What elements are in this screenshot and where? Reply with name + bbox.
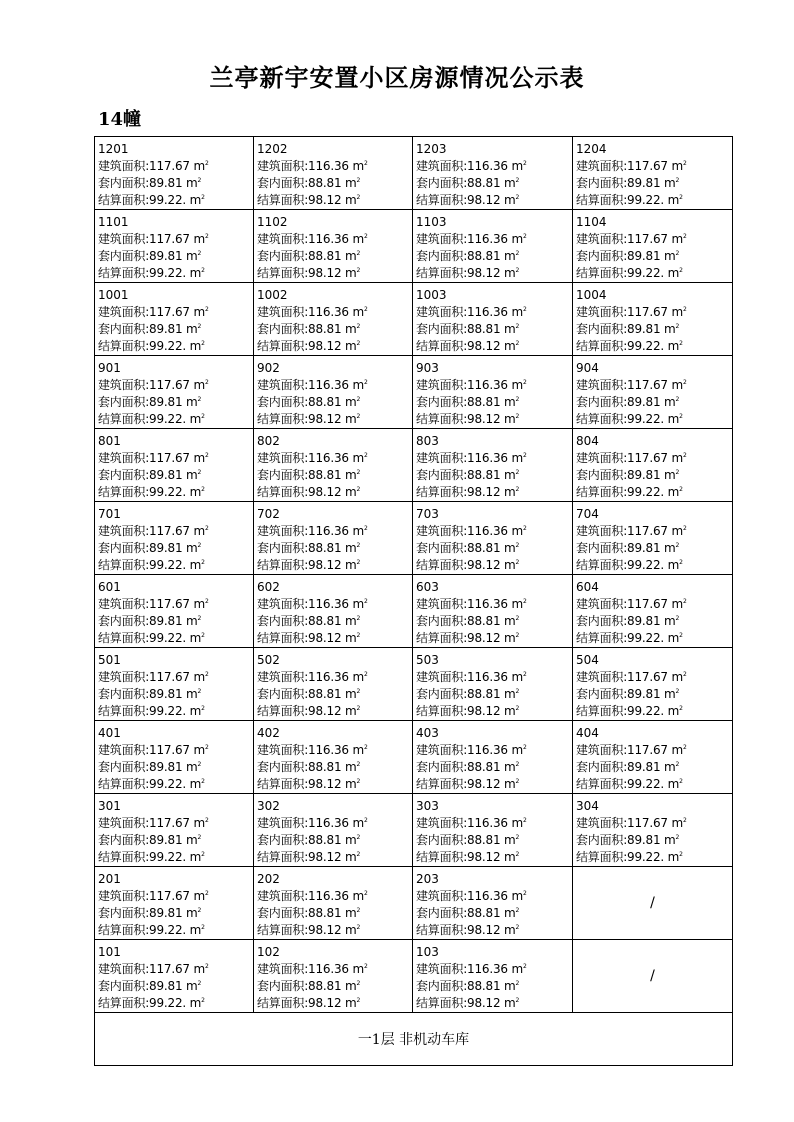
- built-area: 建筑面积:116.36 $m^2$: [257, 962, 368, 976]
- inner-area: 套内面积:89.81 $m^2$: [98, 906, 202, 920]
- unit-cell: [413, 794, 573, 867]
- unit-cell: [254, 940, 413, 1013]
- floor-row: [95, 867, 733, 940]
- built-area: 建筑面积:117.67 $m^2$: [98, 597, 209, 611]
- inner-area: 套内面积:88.81 $m^2$: [257, 760, 361, 774]
- built-area: 建筑面积:116.36 $m^2$: [416, 597, 527, 611]
- inner-area: 套内面积:88.81 $m^2$: [257, 395, 361, 409]
- unit-cell: [573, 137, 733, 210]
- inner-area: 套内面积:88.81 $m^2$: [257, 249, 361, 263]
- unit-number: 1201: [98, 142, 129, 156]
- settled-area: 结算面积:98.12 $m^2$: [257, 996, 361, 1010]
- settled-area: 结算面积:99.22. $m^2$: [98, 266, 205, 280]
- unit-table: [94, 136, 733, 1066]
- unit-number: 604: [576, 580, 599, 594]
- inner-area: 套内面积:88.81 $m^2$: [257, 906, 361, 920]
- inner-area: 套内面积:88.81 $m^2$: [416, 760, 520, 774]
- built-area: 建筑面积:116.36 $m^2$: [416, 159, 527, 173]
- settled-area: 结算面积:98.12 $m^2$: [257, 631, 361, 645]
- unit-cell: [254, 210, 413, 283]
- settled-area: 结算面积:98.12 $m^2$: [416, 850, 520, 864]
- unit-number: 703: [416, 507, 439, 521]
- built-area: 建筑面积:117.67 $m^2$: [576, 305, 687, 319]
- built-area: 建筑面积:117.67 $m^2$: [98, 962, 209, 976]
- unit-cell: [95, 210, 254, 283]
- inner-area: 套内面积:88.81 $m^2$: [416, 541, 520, 555]
- built-area: 建筑面积:117.67 $m^2$: [576, 524, 687, 538]
- unit-number: 601: [98, 580, 121, 594]
- unit-cell: [413, 356, 573, 429]
- inner-area: 套内面积:89.81 $m^2$: [576, 541, 680, 555]
- unit-cell: [573, 575, 733, 648]
- unit-number: 1102: [257, 215, 288, 229]
- unit-cell: [573, 721, 733, 794]
- inner-area: 套内面积:88.81 $m^2$: [257, 687, 361, 701]
- built-area: 建筑面积:116.36 $m^2$: [416, 305, 527, 319]
- settled-area: 结算面积:98.12 $m^2$: [416, 485, 520, 499]
- inner-area: 套内面积:88.81 $m^2$: [416, 468, 520, 482]
- built-area: 建筑面积:116.36 $m^2$: [416, 524, 527, 538]
- unit-cell: [95, 867, 254, 940]
- settled-area: 结算面积:99.22. $m^2$: [98, 850, 205, 864]
- unit-cell: [254, 575, 413, 648]
- inner-area: 套内面积:88.81 $m^2$: [257, 541, 361, 555]
- unit-number: 103: [416, 945, 439, 959]
- unit-cell: [573, 283, 733, 356]
- unit-number: 502: [257, 653, 280, 667]
- unit-number: 603: [416, 580, 439, 594]
- unit-cell: [95, 721, 254, 794]
- settled-area: 结算面积:99.22. $m^2$: [98, 558, 205, 572]
- unit-number: 804: [576, 434, 599, 448]
- inner-area: 套内面积:88.81 $m^2$: [257, 322, 361, 336]
- empty-unit-cell: /: [573, 867, 733, 940]
- inner-area: 套内面积:89.81 $m^2$: [576, 614, 680, 628]
- inner-area: 套内面积:88.81 $m^2$: [416, 979, 520, 993]
- unit-number: 101: [98, 945, 121, 959]
- built-area: 建筑面积:117.67 $m^2$: [576, 597, 687, 611]
- inner-area: 套内面积:89.81 $m^2$: [576, 249, 680, 263]
- settled-area: 结算面积:98.12 $m^2$: [416, 777, 520, 791]
- built-area: 建筑面积:116.36 $m^2$: [257, 597, 368, 611]
- settled-area: 结算面积:99.22. $m^2$: [576, 777, 683, 791]
- inner-area: 套内面积:89.81 $m^2$: [98, 614, 202, 628]
- unit-cell: [413, 648, 573, 721]
- unit-cell: [95, 356, 254, 429]
- settled-area: 结算面积:98.12 $m^2$: [416, 266, 520, 280]
- settled-area: 结算面积:99.22. $m^2$: [98, 923, 205, 937]
- settled-area: 结算面积:98.12 $m^2$: [257, 777, 361, 791]
- inner-area: 套内面积:89.81 $m^2$: [576, 395, 680, 409]
- settled-area: 结算面积:99.22. $m^2$: [98, 339, 205, 353]
- inner-area: 套内面积:89.81 $m^2$: [576, 176, 680, 190]
- settled-area: 结算面积:98.12 $m^2$: [257, 485, 361, 499]
- floor-row: [95, 721, 733, 794]
- built-area: 建筑面积:116.36 $m^2$: [257, 232, 368, 246]
- built-area: 建筑面积:116.36 $m^2$: [257, 451, 368, 465]
- unit-cell: [254, 502, 413, 575]
- unit-number: 904: [576, 361, 599, 375]
- unit-number: 302: [257, 799, 280, 813]
- unit-number: 903: [416, 361, 439, 375]
- unit-cell: [413, 575, 573, 648]
- built-area: 建筑面积:117.67 $m^2$: [576, 232, 687, 246]
- inner-area: 套内面积:89.81 $m^2$: [98, 249, 202, 263]
- unit-cell: [413, 210, 573, 283]
- built-area: 建筑面积:117.67 $m^2$: [98, 451, 209, 465]
- settled-area: 结算面积:98.12 $m^2$: [257, 704, 361, 718]
- settled-area: 结算面积:98.12 $m^2$: [416, 923, 520, 937]
- settled-area: 结算面积:98.12 $m^2$: [257, 339, 361, 353]
- basement-label: 一1层 非机动车库: [95, 1013, 733, 1066]
- unit-number: 1001: [98, 288, 129, 302]
- unit-cell: [95, 137, 254, 210]
- settled-area: 结算面积:99.22. $m^2$: [576, 704, 683, 718]
- settled-area: 结算面积:99.22. $m^2$: [576, 485, 683, 499]
- unit-number: 802: [257, 434, 280, 448]
- inner-area: 套内面积:89.81 $m^2$: [576, 322, 680, 336]
- settled-area: 结算面积:98.12 $m^2$: [416, 558, 520, 572]
- built-area: 建筑面积:116.36 $m^2$: [257, 743, 368, 757]
- inner-area: 套内面积:88.81 $m^2$: [416, 249, 520, 263]
- settled-area: 结算面积:98.12 $m^2$: [257, 923, 361, 937]
- unit-number: 403: [416, 726, 439, 740]
- unit-cell: [254, 137, 413, 210]
- unit-cell: [95, 648, 254, 721]
- settled-area: 结算面积:98.12 $m^2$: [416, 412, 520, 426]
- unit-cell: [254, 794, 413, 867]
- floor-row: [95, 648, 733, 721]
- unit-number: 504: [576, 653, 599, 667]
- inner-area: 套内面积:88.81 $m^2$: [416, 322, 520, 336]
- built-area: 建筑面积:117.67 $m^2$: [98, 232, 209, 246]
- unit-cell: [95, 429, 254, 502]
- unit-cell: [413, 283, 573, 356]
- unit-cell: [573, 356, 733, 429]
- settled-area: 结算面积:99.22. $m^2$: [576, 631, 683, 645]
- unit-table-body: [95, 137, 733, 1066]
- unit-number: 602: [257, 580, 280, 594]
- document-title: 兰亭新宇安置小区房源情况公示表: [209, 63, 585, 92]
- unit-cell: [413, 429, 573, 502]
- settled-area: 结算面积:99.22. $m^2$: [98, 777, 205, 791]
- settled-area: 结算面积:99.22. $m^2$: [98, 412, 205, 426]
- floor-row: [95, 283, 733, 356]
- settled-area: 结算面积:98.12 $m^2$: [416, 193, 520, 207]
- built-area: 建筑面积:117.67 $m^2$: [576, 816, 687, 830]
- unit-cell: [573, 429, 733, 502]
- unit-number: 902: [257, 361, 280, 375]
- built-area: 建筑面积:116.36 $m^2$: [257, 889, 368, 903]
- floor-row: [95, 210, 733, 283]
- unit-cell: [573, 210, 733, 283]
- built-area: 建筑面积:116.36 $m^2$: [257, 816, 368, 830]
- settled-area: 结算面积:98.12 $m^2$: [257, 558, 361, 572]
- inner-area: 套内面积:88.81 $m^2$: [416, 395, 520, 409]
- settled-area: 结算面积:98.12 $m^2$: [416, 704, 520, 718]
- settled-area: 结算面积:99.22. $m^2$: [576, 850, 683, 864]
- floor-row: [95, 356, 733, 429]
- settled-area: 结算面积:99.22. $m^2$: [576, 266, 683, 280]
- unit-cell: [413, 137, 573, 210]
- built-area: 建筑面积:116.36 $m^2$: [416, 962, 527, 976]
- unit-cell: [254, 283, 413, 356]
- floor-row: [95, 137, 733, 210]
- built-area: 建筑面积:117.67 $m^2$: [98, 159, 209, 173]
- inner-area: 套内面积:89.81 $m^2$: [98, 541, 202, 555]
- settled-area: 结算面积:98.12 $m^2$: [416, 996, 520, 1010]
- unit-number: 901: [98, 361, 121, 375]
- built-area: 建筑面积:117.67 $m^2$: [98, 670, 209, 684]
- settled-area: 结算面积:99.22. $m^2$: [576, 339, 683, 353]
- unit-number: 1203: [416, 142, 447, 156]
- inner-area: 套内面积:88.81 $m^2$: [416, 833, 520, 847]
- unit-number: 401: [98, 726, 121, 740]
- unit-number: 801: [98, 434, 121, 448]
- unit-number: 102: [257, 945, 280, 959]
- unit-number: 301: [98, 799, 121, 813]
- built-area: 建筑面积:116.36 $m^2$: [416, 816, 527, 830]
- built-area: 建筑面积:116.36 $m^2$: [416, 889, 527, 903]
- unit-cell: [254, 356, 413, 429]
- inner-area: 套内面积:88.81 $m^2$: [257, 979, 361, 993]
- inner-area: 套内面积:89.81 $m^2$: [98, 176, 202, 190]
- built-area: 建筑面积:116.36 $m^2$: [416, 378, 527, 392]
- empty-unit-cell: /: [573, 940, 733, 1013]
- built-area: 建筑面积:117.67 $m^2$: [98, 816, 209, 830]
- settled-area: 结算面积:98.12 $m^2$: [416, 339, 520, 353]
- unit-number: 1204: [576, 142, 607, 156]
- built-area: 建筑面积:116.36 $m^2$: [416, 232, 527, 246]
- settled-area: 结算面积:98.12 $m^2$: [416, 631, 520, 645]
- unit-number: 201: [98, 872, 121, 886]
- unit-number: 701: [98, 507, 121, 521]
- inner-area: 套内面积:89.81 $m^2$: [576, 468, 680, 482]
- inner-area: 套内面积:88.81 $m^2$: [416, 906, 520, 920]
- unit-number: 303: [416, 799, 439, 813]
- unit-cell: [413, 867, 573, 940]
- floor-row: [95, 575, 733, 648]
- settled-area: 结算面积:99.22. $m^2$: [576, 193, 683, 207]
- settled-area: 结算面积:99.22. $m^2$: [98, 193, 205, 207]
- inner-area: 套内面积:89.81 $m^2$: [576, 833, 680, 847]
- built-area: 建筑面积:117.67 $m^2$: [98, 743, 209, 757]
- built-area: 建筑面积:116.36 $m^2$: [416, 743, 527, 757]
- unit-number: 203: [416, 872, 439, 886]
- built-area: 建筑面积:117.67 $m^2$: [98, 889, 209, 903]
- settled-area: 结算面积:99.22. $m^2$: [98, 704, 205, 718]
- unit-cell: [573, 794, 733, 867]
- unit-number: 704: [576, 507, 599, 521]
- built-area: 建筑面积:116.36 $m^2$: [416, 670, 527, 684]
- settled-area: 结算面积:99.22. $m^2$: [576, 558, 683, 572]
- built-area: 建筑面积:117.67 $m^2$: [576, 378, 687, 392]
- built-area: 建筑面积:116.36 $m^2$: [416, 451, 527, 465]
- unit-number: 1103: [416, 215, 447, 229]
- unit-cell: [254, 429, 413, 502]
- unit-number: 1002: [257, 288, 288, 302]
- settled-area: 结算面积:99.22. $m^2$: [576, 412, 683, 426]
- unit-number: 304: [576, 799, 599, 813]
- unit-cell: [95, 283, 254, 356]
- inner-area: 套内面积:88.81 $m^2$: [257, 614, 361, 628]
- built-area: 建筑面积:117.67 $m^2$: [576, 451, 687, 465]
- unit-cell: [413, 721, 573, 794]
- unit-cell: [254, 867, 413, 940]
- built-area: 建筑面积:117.67 $m^2$: [576, 743, 687, 757]
- unit-number: 803: [416, 434, 439, 448]
- inner-area: 套内面积:88.81 $m^2$: [257, 176, 361, 190]
- settled-area: 结算面积:98.12 $m^2$: [257, 412, 361, 426]
- unit-cell: [95, 575, 254, 648]
- floor-row: [95, 794, 733, 867]
- inner-area: 套内面积:89.81 $m^2$: [98, 833, 202, 847]
- unit-number: 402: [257, 726, 280, 740]
- built-area: 建筑面积:116.36 $m^2$: [257, 159, 368, 173]
- unit-number: 202: [257, 872, 280, 886]
- settled-area: 结算面积:98.12 $m^2$: [257, 850, 361, 864]
- unit-cell: [254, 721, 413, 794]
- unit-number: 1202: [257, 142, 288, 156]
- unit-cell: [95, 940, 254, 1013]
- inner-area: 套内面积:89.81 $m^2$: [98, 395, 202, 409]
- settled-area: 结算面积:99.22. $m^2$: [98, 631, 205, 645]
- inner-area: 套内面积:89.81 $m^2$: [98, 760, 202, 774]
- unit-number: 1004: [576, 288, 607, 302]
- built-area: 建筑面积:117.67 $m^2$: [98, 524, 209, 538]
- settled-area: 结算面积:99.22. $m^2$: [98, 996, 205, 1010]
- unit-number: 501: [98, 653, 121, 667]
- built-area: 建筑面积:116.36 $m^2$: [257, 378, 368, 392]
- built-area: 建筑面积:117.67 $m^2$: [98, 378, 209, 392]
- unit-number: 1104: [576, 215, 607, 229]
- inner-area: 套内面积:89.81 $m^2$: [98, 322, 202, 336]
- unit-cell: [413, 940, 573, 1013]
- inner-area: 套内面积:89.81 $m^2$: [98, 979, 202, 993]
- unit-cell: [254, 648, 413, 721]
- settled-area: 结算面积:98.12 $m^2$: [257, 193, 361, 207]
- inner-area: 套内面积:89.81 $m^2$: [98, 687, 202, 701]
- inner-area: 套内面积:89.81 $m^2$: [576, 687, 680, 701]
- inner-area: 套内面积:88.81 $m^2$: [416, 687, 520, 701]
- inner-area: 套内面积:88.81 $m^2$: [416, 614, 520, 628]
- unit-number: 702: [257, 507, 280, 521]
- inner-area: 套内面积:88.81 $m^2$: [257, 833, 361, 847]
- built-area: 建筑面积:117.67 $m^2$: [576, 670, 687, 684]
- unit-cell: [573, 502, 733, 575]
- floor-row: [95, 502, 733, 575]
- basement-row: [95, 1013, 733, 1066]
- built-area: 建筑面积:116.36 $m^2$: [257, 670, 368, 684]
- built-area: 建筑面积:117.67 $m^2$: [576, 159, 687, 173]
- unit-cell: [95, 502, 254, 575]
- inner-area: 套内面积:89.81 $m^2$: [98, 468, 202, 482]
- settled-area: 结算面积:99.22. $m^2$: [98, 485, 205, 499]
- unit-number: 503: [416, 653, 439, 667]
- unit-number: 1101: [98, 215, 129, 229]
- inner-area: 套内面积:88.81 $m^2$: [416, 176, 520, 190]
- unit-number: 1003: [416, 288, 447, 302]
- unit-cell: [413, 502, 573, 575]
- settled-area: 结算面积:98.12 $m^2$: [257, 266, 361, 280]
- unit-cell: [95, 794, 254, 867]
- inner-area: 套内面积:89.81 $m^2$: [576, 760, 680, 774]
- built-area: 建筑面积:117.67 $m^2$: [98, 305, 209, 319]
- unit-number: 404: [576, 726, 599, 740]
- floor-row: [95, 429, 733, 502]
- building-label: 14幢: [98, 109, 142, 130]
- built-area: 建筑面积:116.36 $m^2$: [257, 305, 368, 319]
- unit-cell: [573, 648, 733, 721]
- inner-area: 套内面积:88.81 $m^2$: [257, 468, 361, 482]
- built-area: 建筑面积:116.36 $m^2$: [257, 524, 368, 538]
- floor-row: [95, 940, 733, 1013]
